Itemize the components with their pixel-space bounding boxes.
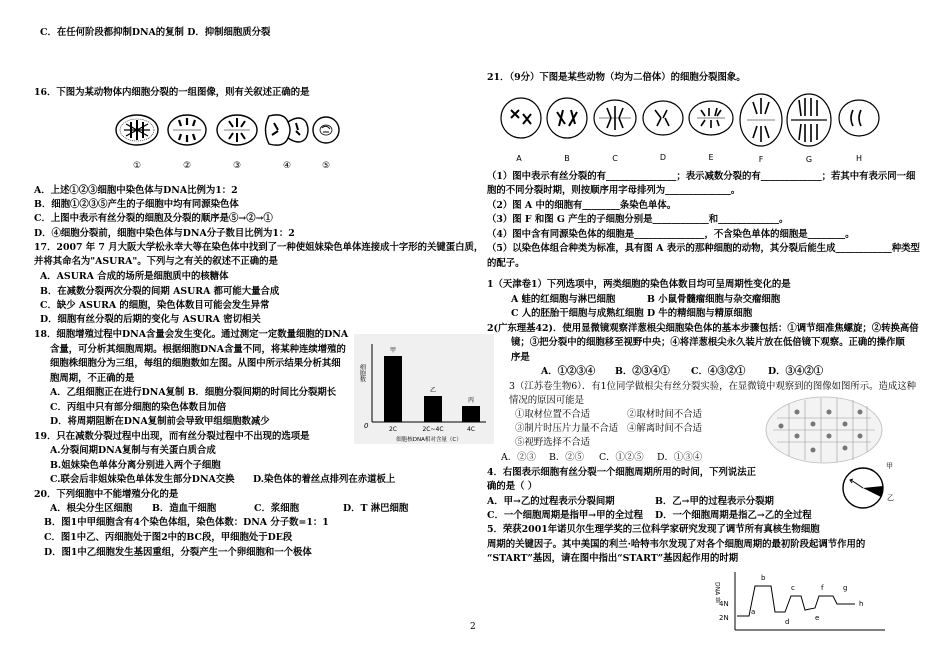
q16-cell-1 [116, 115, 158, 145]
graph-ytick-4n: 4N [719, 600, 729, 608]
r2-option-c: C．④③②① [691, 366, 746, 377]
r5-text-line3: “START”基因，请在图中指出“START”基因起作用的时期 [487, 553, 739, 564]
r4-option-b: B．乙→甲的过程表示分裂期 [655, 496, 774, 507]
r5-text-line2: 周期的关键因子。其中美国的利兰·哈特韦尔发现了对各个细胞周期的最初阶段起调节作用的 [487, 539, 866, 550]
r1-option-c: C 人的胚胎干细胞与成熟红细胞 [511, 308, 644, 319]
tick-label-4c: 4C [466, 426, 476, 433]
r2-stem-line2: 镜；③把分裂中的细胞移至视野中央；④将洋葱根尖永久装片放在低倍镜下观察。正确的操作顺 [511, 337, 905, 348]
cell-cycle-circle [837, 460, 897, 510]
chart-origin: 0 [364, 422, 369, 430]
q21-label-a: A [516, 154, 522, 163]
q20-option-c: C．浆细胞 [254, 503, 299, 514]
q16-cell-5 [313, 117, 339, 143]
tick-label-2c: 2C [388, 426, 398, 433]
q16-label-4: ④ [282, 161, 292, 171]
page-number: 2 [470, 622, 476, 632]
point-a: a [751, 608, 756, 616]
q16-label-2: ② [182, 161, 192, 171]
r1-option-a: A 蛙的红细胞与淋巴细胞 [511, 294, 616, 305]
q19-option-d: D.染色体的着丝点排列在赤道板上 [253, 474, 396, 485]
q17-option-b: B．在减数分裂两次分裂的间期 ASURA 都可能大量合成 [40, 286, 280, 297]
q21-stem: 21．（9分）下图是某些动物（均为二倍体）的细胞分裂图象。 [487, 72, 746, 83]
q21-cell-g [787, 94, 831, 146]
r3-stem-line2: 情况的原因可能是 [509, 395, 585, 406]
q16-cell-2 [168, 115, 206, 145]
bar-label-jia: 甲 [389, 347, 397, 354]
point-h: h [859, 600, 864, 608]
q18-option-ab: A．乙组细胞正在进行DNA复制 B．细胞分裂间期的时间比分裂期长 [50, 387, 337, 398]
r3-option-d: D．①③④ [657, 452, 703, 463]
point-c: c [791, 584, 795, 592]
q21-label-f: F [758, 155, 764, 164]
point-d: d [785, 618, 790, 626]
r4-stem-line1: 4．右图表示细胞有丝分裂一个细胞周期所用的时间，下列说法正 [487, 467, 757, 478]
r1-option-b: B 小鼠骨髓瘤细胞与杂交瘤细胞 [647, 294, 781, 305]
r2-stem-line3: 序是 [511, 352, 530, 363]
q20-option-d: D．T 淋巴细胞 [343, 503, 409, 514]
q19-option-b: B.姐妹染色单体分离分别进入两个子细胞 [50, 460, 221, 471]
r3-stem-line1: 3（江苏卷生物6）．有1位同学做根尖有丝分裂实验，在显微镜中观察到的图像如图所示。造成这种 [509, 381, 916, 392]
q21-cell-figures [499, 88, 909, 164]
q21-cell-b [547, 98, 587, 138]
q21-sub-5a: （5）以染色体组合种类为标准，具有图 A 表示的那种细胞的动物，其分裂后能生成____________种类型 [487, 243, 920, 254]
extra-option-c: C．图1中乙、丙细胞处于图2中的BC段，甲细胞处于DE段 [44, 532, 293, 543]
q19-option-a: A.分裂间期DNA复制与有关蛋白质合成 [50, 445, 216, 456]
point-f: f [821, 584, 824, 592]
r3-item-4: ④解离时间不合适 [627, 423, 703, 434]
q21-label-d: D [659, 153, 667, 162]
q16-label-3: ③ [232, 161, 242, 171]
q21-sub-3: （3）图 F 和图 G 产生的子细胞分别是____________和_____________。 [487, 214, 789, 225]
q16-option-c: C．上图中表示有丝分裂的细胞及分裂的顺序是⑤→②→① [34, 213, 273, 224]
q16-option-a: A．上述①②③细胞中染色体与DNA比例为1：2 [34, 185, 238, 196]
chart-ylabel: 细胞数 [358, 364, 366, 382]
q21-cell-h [839, 100, 879, 136]
right-column [475, 0, 950, 671]
q21-label-c: C [612, 154, 618, 163]
q21-sub-4: （4）图中含有同源染色体的细胞是_______________，不含染色单体的细胞是________。 [487, 229, 855, 240]
q17-stem-line1: 17．2007 年 7 月大阪大学松永幸大等在染色体中找到了一种使姐妹染色单体连接成十字形的关键蛋白质， [34, 242, 484, 253]
q21-cell-e [689, 101, 733, 135]
r4-option-a: A．甲→乙的过程表示分裂间期 [487, 496, 615, 507]
r2-option-a: A．①②③④ [541, 366, 596, 377]
q18-stem-line1: 18．细胞增殖过程中DNA含量会发生变化。通过测定一定数量细胞的DNA [34, 329, 349, 340]
r4-stem-line2: 确的是（ ） [487, 481, 538, 492]
q16-label-1: ① [132, 161, 142, 171]
tick-label-2c-4c: 2C~4C [422, 426, 444, 433]
bar-label-yi: 乙 [429, 387, 437, 394]
q15-options: C．在任何阶段都抑制DNA的复制 D．抑制细胞质分裂 [40, 27, 271, 38]
bar-yi [424, 396, 442, 422]
q19-stem: 19．只在减数分裂过程中出现，而有丝分裂过程中不出现的选项是 [34, 431, 310, 442]
q21-sub-2: （2）图 A 中的细胞有________条染色单体。 [487, 200, 677, 211]
q16-option-b: B．细胞①②③⑤产生的子细胞中均有同源染色体 [34, 199, 239, 210]
cycle-label-yi: 乙 [887, 494, 894, 502]
r3-item-1: ①取材位置不合适 [515, 409, 591, 420]
q18-stem-line3: 细胞株细胞分为三组，每组的细胞数如左图。从图中所示结果分析其细 [50, 358, 341, 369]
q18-option-d: D．将周期阻断在DNA复制前会导致甲组细胞数减少 [50, 416, 270, 427]
q21-cell-d [643, 101, 683, 135]
q21-sub-5b: 的配子。 [487, 258, 525, 269]
extra-option-d: D．图1中乙细胞发生基因重组，分裂产生一个卵细胞和一个极体 [44, 547, 312, 558]
q21-label-b: B [564, 154, 570, 163]
q16-cell-figures [112, 108, 342, 174]
q17-option-a: A．ASURA 合成的场所是细胞质中的核糖体 [40, 271, 229, 282]
graph-ylabel: DNA 量 [713, 582, 721, 604]
point-e: e [815, 614, 820, 622]
graph-ytick-2n: 2N [719, 614, 729, 622]
q19-option-c: C.联会后非姐妹染色单体发生部分DNA交换 [50, 474, 235, 485]
q16-cell-4 [266, 115, 309, 145]
r2-stem-line1: 2(广东理基42)．使用显微镜观察洋葱根尖细胞染色体的基本步骤包括：①调节细准焦螺旋；②转换高倍 [487, 323, 919, 334]
r3-option-b: B．②⑤ [549, 452, 585, 463]
q21-sub-1a: （1）图中表示有丝分裂的有_______________；表示减数分裂的有_____________；若其中有表示同一细 [487, 171, 916, 182]
r1-stem: 1（天津卷1）下列选项中，两类细胞的染色体数目均可呈周期性变化的是 [487, 279, 791, 290]
q21-cell-a [501, 98, 541, 138]
q16-option-d: D．④细胞分裂前，细胞中染色体与DNA分子数目比例为1：2 [34, 228, 295, 239]
cycle-label-jia: 甲 [886, 462, 893, 470]
r3-item-3: ③制片时压片力量不合适 [515, 423, 619, 434]
point-b: b [761, 574, 766, 582]
q17-option-d: D．细胞有丝分裂的后期的变化与 ASURA 密切相关 [40, 314, 261, 325]
root-tip-micrograph [765, 396, 883, 464]
q21-sub-1b: 胞的不同分裂时期，则按顺序用字母排列为______________。 [487, 185, 741, 196]
point-g: g [843, 584, 848, 592]
dna-graph [715, 564, 895, 636]
q18-stem-line2: 含量，可分析其细胞周期。根据细胞DNA含量不同，将某种连续增殖的 [50, 344, 346, 355]
q17-option-c: C．缺少 ASURA 的细胞，染色体数目可能会发生异常 [40, 300, 270, 311]
r4-option-d: D．一个细胞周期是指乙→乙的全过程 [655, 510, 812, 521]
q18-bar-chart [354, 334, 494, 444]
r3-item-5: ⑤视野选择不合适 [515, 437, 591, 448]
r3-item-2: ②取材时间不合适 [627, 409, 703, 420]
r2-option-b: B．②③④① [615, 366, 670, 377]
extra-option-b: B．图1中甲细胞含有4个染色体组，染色体数：DNA 分子数=1：1 [44, 517, 329, 528]
q21-cell-f [740, 94, 782, 146]
chart-xlabel: 细胞核DNA相对含量（C） [396, 437, 462, 443]
r2-option-d: D．③④②① [768, 366, 824, 377]
q21-label-g: G [805, 155, 813, 164]
q18-stem-line4: 胞周期，不正确的是 [50, 373, 135, 384]
r5-text-line1: 5．荣获2001年诺贝尔生理学奖的三位科学家研究发现了调节所有真核生物细胞 [487, 524, 820, 535]
r3-option-c: C．①②⑤ [599, 452, 644, 463]
q18-option-c: C．丙组中只有部分细胞的染色体数目加倍 [50, 402, 227, 413]
q21-label-e: E [708, 153, 714, 162]
q17-stem-line2: 并将其命名为"ASURA"。下列与之有关的叙述不正确的是 [34, 256, 278, 267]
q20-option-b: B．造血干细胞 [152, 503, 217, 514]
bar-label-bing: 丙 [467, 397, 475, 404]
bar-jia [384, 356, 402, 422]
q20-option-a: A．根尖分生区细胞 [50, 503, 133, 514]
q16-label-5: ⑤ [321, 161, 331, 171]
r1-option-d: D 牛的精细胞与精原细胞 [647, 308, 753, 319]
q21-label-h: H [855, 154, 863, 163]
q16-stem: 16．下图为某动物体内细胞分裂的一组图像，则有关叙述正确的是 [34, 87, 310, 98]
r4-option-c: C．一个细胞周期是指甲→甲的全过程 [487, 510, 643, 521]
q20-stem: 20．下列细胞中不能增殖分化的是 [34, 489, 179, 500]
q21-cell-c [594, 100, 636, 136]
r3-option-a: A．②③ [501, 452, 536, 463]
q16-cell-3 [217, 115, 257, 145]
